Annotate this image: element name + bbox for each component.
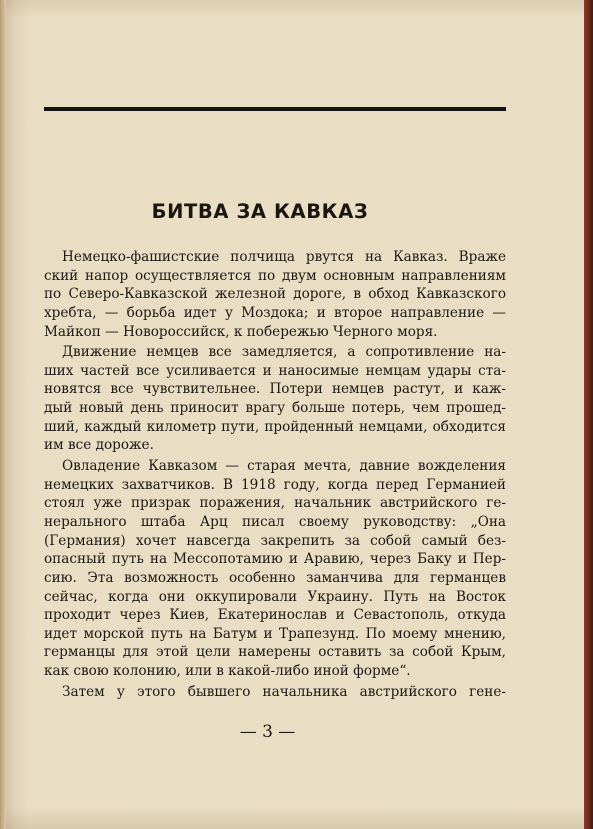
header-rule <box>44 107 506 111</box>
paragraph-4 <box>62 683 506 702</box>
paragraph-2 <box>44 343 506 455</box>
text-line: немецких захватчиков. В 1918 году, когда перед Германией <box>44 476 506 493</box>
body-text <box>44 248 506 703</box>
text-line: ший, каждый километр пути, пройденный немцами, обходится <box>44 418 506 435</box>
book-cover-edge <box>584 0 593 829</box>
text-line: хребта, — борьба идет у Моздока; и второе направление — <box>44 304 506 321</box>
text-line: стоял уже призрак поражения, начальник австрийского ге- <box>44 495 506 512</box>
text-line: новятся все чувствительнее. Потери немцев растут, и каж- <box>44 381 506 398</box>
text-line: им все дороже. <box>44 437 154 454</box>
text-line: Затем у этого бывшего начальника австрийского гене- <box>62 683 506 700</box>
page-left-edge <box>0 0 6 829</box>
text-line: германцы для этой цели намерены оставить за собой Крым, <box>44 644 506 661</box>
text-line: идет морской путь на Батум и Трапезунд. По моему мнению, <box>44 625 506 642</box>
text-line: Овладение Кавказом — старая мечта, давние вожделения <box>62 458 506 475</box>
text-line: нерального штаба Арц писал своему руководству: „Она <box>44 513 506 530</box>
text-line: сию. Эта возможность особенно заманчива для германцев <box>44 569 506 586</box>
text-line: ших частей все усиливается и наносимые немцам удары ста- <box>44 362 506 379</box>
text-line: опасный путь на Мессопотамию и Аравию, через Баку и Пер- <box>44 551 506 568</box>
chapter-title: БИТВА ЗА КАВКАЗ <box>151 200 369 223</box>
text-line: Движение немцев все замедляется, а сопротивление на- <box>62 344 506 361</box>
text-line: дый новый день приносит врагу больше потерь, чем прошед- <box>44 400 506 417</box>
text-line: по Северо-Кавказской железной дороге, в обход Кавказского <box>44 286 506 303</box>
text-line: Немецко-фашистские полчища рвутся на Кавказ. Враже <box>62 249 506 265</box>
text-line: проходит через Киев, Екатеринослав и Севастополь, откуда <box>44 607 506 624</box>
page-number: — 3 — <box>239 722 296 742</box>
text-line: сейчас, когда они оккупировали Украину. Путь на Восток <box>44 588 506 605</box>
text-line: Майкоп — Новороссийск, к побережью Черного моря. <box>44 323 438 340</box>
text-line: (Германия) хочет навсегда закрепить за собой самый без- <box>44 532 506 549</box>
text-line: как свою колонию, или в какой-либо иной форме“. <box>44 663 411 680</box>
paragraph-3 <box>44 457 506 681</box>
text-line: ский напор осуществляется по двум основным направлениям <box>44 267 506 284</box>
paragraph-1 <box>44 248 506 341</box>
